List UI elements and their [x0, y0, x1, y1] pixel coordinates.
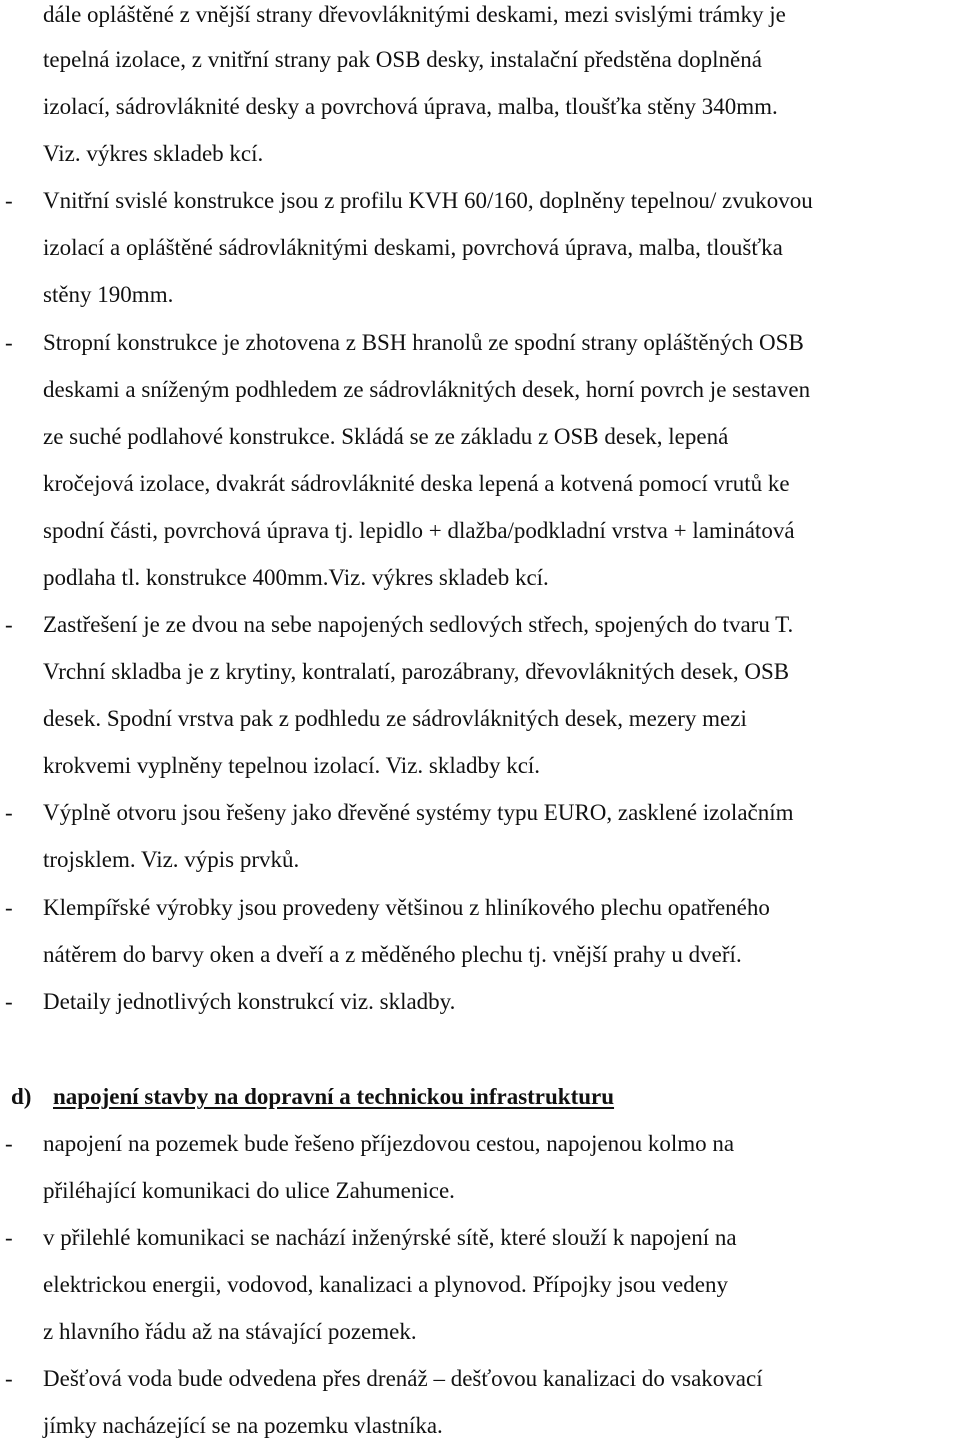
section-heading: [11, 1082, 614, 1112]
bullet-line: deskami a sníženým podhledem ze sádrovláknitých desek, horní povrch je sestaven: [43, 377, 811, 402]
intro-line: Viz. výkres skladeb kcí.: [43, 141, 264, 166]
bullet-line: přiléhající komunikaci do ulice Zahumenice.: [43, 1178, 455, 1203]
bullet-marker: -: [5, 1131, 13, 1156]
bullet-line: izolací a opláštěné sádrovláknitými deskami, povrchová úprava, malba, tloušťka: [43, 235, 783, 260]
intro-line: izolací, sádrovláknité desky a povrchová úprava, malba, tloušťka stěny 340mm.: [43, 94, 778, 119]
bullet-line: Klempířské výrobky jsou provedeny většinou z hliníkového plechu opatřeného: [43, 895, 770, 920]
bullet-line: napojení na pozemek bude řešeno příjezdovou cestou, napojenou kolmo na: [43, 1131, 735, 1156]
bullet-line: nátěrem do barvy oken a dveří a z měděného plechu tj. vnější prahy u dveří.: [43, 942, 742, 967]
bullet-marker: -: [5, 612, 13, 637]
intro-line: dále opláštěné z vnější strany dřevovláknitými deskami, mezi svislými trámky je: [43, 2, 786, 27]
bullet-line: Stropní konstrukce je zhotovena z BSH hranolů ze spodní strany opláštěných OSB: [43, 330, 804, 355]
bullet-marker: -: [5, 895, 13, 920]
intro-line: tepelná izolace, z vnitřní strany pak OSB desky, instalační předstěna doplněná: [43, 47, 762, 72]
bullet-line: Vrchní skladba je z krytiny, kontralatí, parozábrany, dřevovláknitých desek, OSB: [43, 659, 790, 684]
bullet-marker: -: [5, 1366, 13, 1391]
bullet-marker: -: [5, 800, 13, 825]
section-title: napojení stavby na dopravní a technickou infrastrukturu: [53, 1084, 615, 1109]
bullet-marker: -: [5, 1225, 13, 1250]
bullet-line: z hlavního řádu až na stávající pozemek.: [43, 1319, 417, 1344]
bullet-line: spodní části, povrchová úprava tj. lepidlo + dlažba/podkladní vrstva + laminátová: [43, 518, 795, 543]
bullet-line: trojsklem. Viz. výpis prvků.: [43, 847, 300, 872]
bullet-line: Vnitřní svislé konstrukce jsou z profilu KVH 60/160, doplněny tepelnou/ zvukovou: [43, 188, 813, 213]
bullet-line: Detaily jednotlivých konstrukcí viz. skladby.: [43, 989, 456, 1014]
bullet-line: ze suché podlahové konstrukce. Skládá se ze základu z OSB desek, lepená: [43, 424, 729, 449]
bullet-line: jímky nacházející se na pozemku vlastníka.: [43, 1413, 443, 1438]
bullet-line: podlaha tl. konstrukce 400mm.Viz. výkres skladeb kcí.: [43, 565, 549, 590]
bullet-line: krokvemi vyplněny tepelnou izolací. Viz. skladby kcí.: [43, 753, 541, 778]
bullet-line: desek. Spodní vrstva pak z podhledu ze sádrovláknitých desek, mezery mezi: [43, 706, 747, 731]
bullet-line: Dešťová voda bude odvedena přes drenáž – dešťovou kanalizaci do vsakovací: [43, 1366, 763, 1391]
bullet-line: stěny 190mm.: [43, 282, 174, 307]
bullet-line: elektrickou energii, vodovod, kanalizaci a plynovod. Přípojky jsou vedeny: [43, 1272, 728, 1297]
section-letter: d): [11, 1084, 32, 1109]
bullet-line: Zastřešení je ze dvou na sebe napojených sedlových střech, spojených do tvaru T.: [43, 612, 794, 637]
bullet-line: v přilehlé komunikaci se nachází inženýrské sítě, které slouží k napojení na: [43, 1225, 737, 1250]
bullet-marker: -: [5, 188, 13, 213]
bullet-marker: -: [5, 989, 13, 1014]
bullet-line: kročejová izolace, dvakrát sádrovláknité deska lepená a kotvená pomocí vrutů ke: [43, 471, 790, 496]
bullet-line: Výplně otvoru jsou řešeny jako dřevěné systémy typu EURO, zasklené izolačním: [43, 800, 794, 825]
bullet-marker: -: [5, 330, 13, 355]
